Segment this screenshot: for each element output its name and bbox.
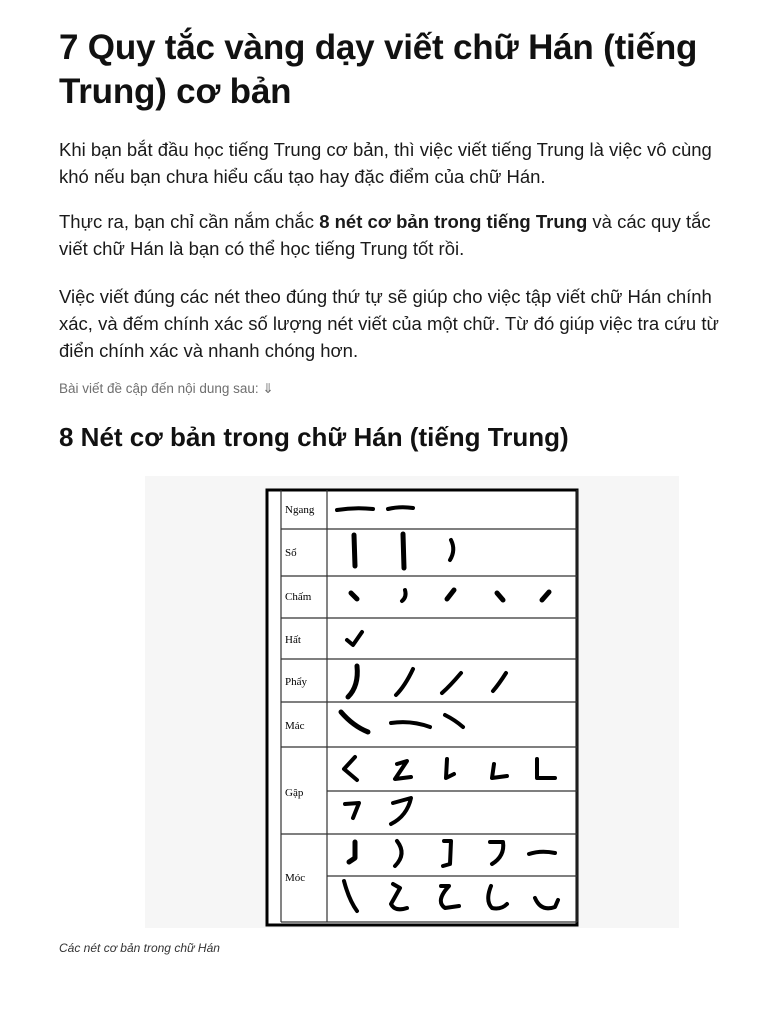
toc-label: Bài viết đề cập đến nội dung sau:: [59, 381, 259, 396]
section-heading: 8 Nét cơ bản trong chữ Hán (tiếng Trung): [59, 422, 569, 452]
stroke-label-ngang: Ngang: [285, 504, 315, 516]
third-paragraph: Việc viết đúng các nét theo đúng thứ tự sẽ giúp cho việc tập viết chữ Hán chính xác, và đếm chính xác số lượng nét viết của một chữ. Từ đó giúp việc tra cứu từ điển chính xác và nhanh chóng hơn.: [59, 286, 719, 361]
paragraph-text: Thực ra, bạn chỉ cần nắm chắc: [59, 211, 320, 232]
stroke-label-moc: Móc: [285, 872, 306, 884]
bold-link-text: 8 nét cơ bản trong tiếng Trung: [319, 211, 588, 232]
stroke-label-cham: Chấm: [285, 591, 312, 603]
table-frame: [267, 490, 577, 925]
strokes-table-image: [145, 476, 679, 928]
second-paragraph: [59, 208, 719, 262]
stroke-label-mac: Mác: [285, 720, 305, 732]
figure-caption: Các nét cơ bản trong chữ Hán: [59, 941, 220, 955]
stroke-label-so: Sổ: [285, 547, 297, 559]
table-of-contents-toggle[interactable]: [59, 381, 274, 397]
paragraph-text: và các quy tắc viết chữ Hán là bạn có thể học tiếng Trung tốt rồi.: [59, 211, 711, 259]
stroke-label-hat: Hất: [285, 634, 301, 646]
strokes-figure: [145, 476, 679, 928]
intro-paragraph: Khi bạn bắt đầu học tiếng Trung cơ bản, thì việc viết tiếng Trung là việc vô cùng khó nếu bạn chưa hiểu cấu tạo hay đặc điểm của chữ Hán.: [59, 139, 712, 187]
arrow-down-icon[interactable]: ⇓: [262, 381, 274, 396]
stroke-label-phay: Phẩy: [285, 676, 307, 688]
stroke-label-gap: Gập: [285, 787, 304, 799]
page-title: 7 Quy tắc vàng dạy viết chữ Hán (tiếng Trung) cơ bản: [59, 28, 698, 111]
